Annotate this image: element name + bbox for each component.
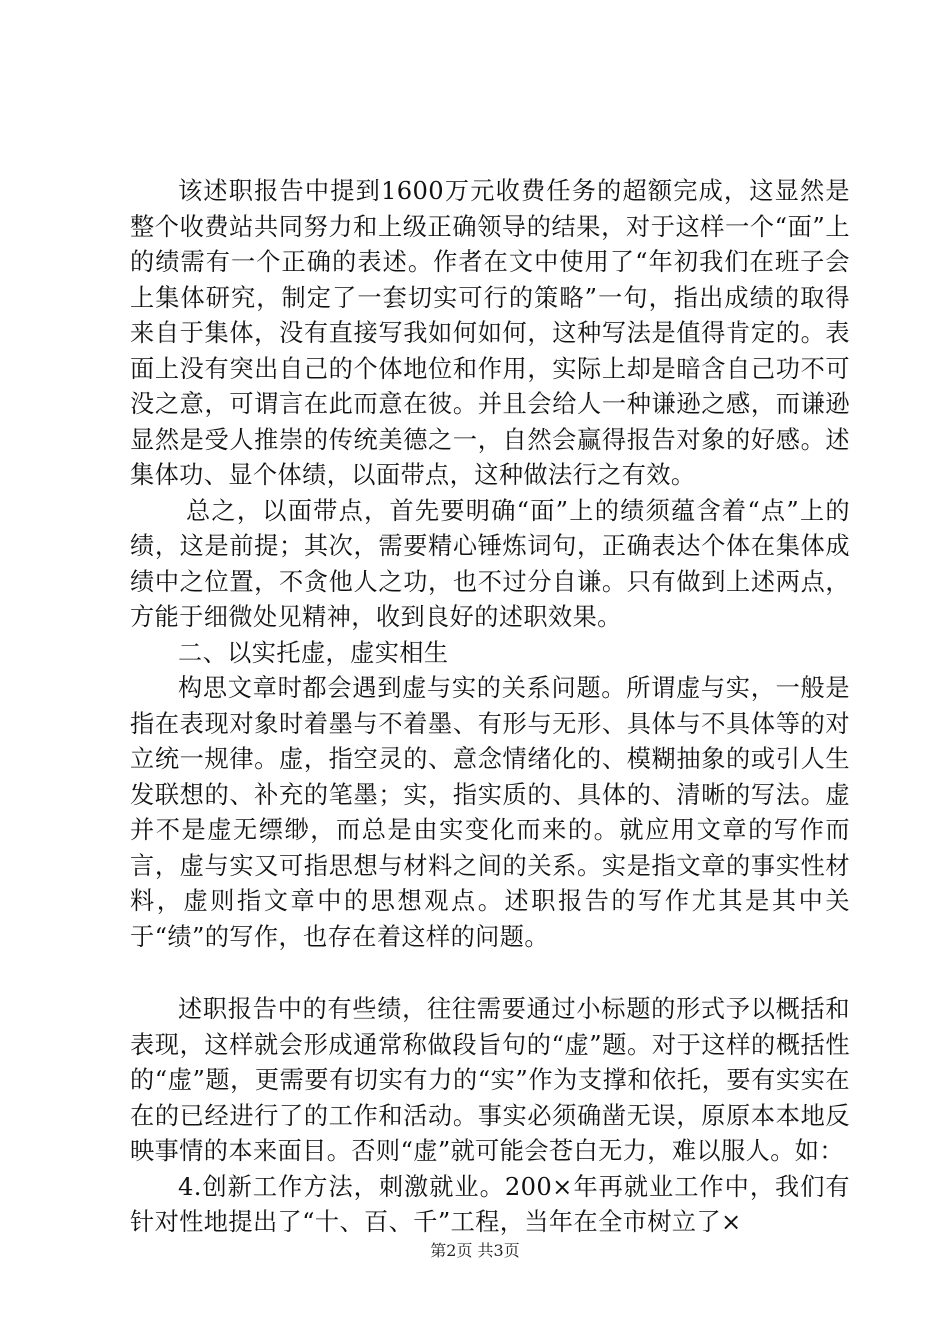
section-heading: 二、以实托虚，虚实相生 — [178, 638, 449, 667]
page-footer: 第2页 共3页 — [430, 1241, 520, 1260]
paragraph-virtual-real: 构思文章时都会遇到虚与实的关系问题。所谓虚与实，一般是指在表现对象时着墨与不着墨、有形与无形、具体与不具体等的对立统一规律。虚，指空灵的、意念情绪化的、模糊抽象的或引人生发联想的、补充的笔墨；实，指实质的、具体的、清晰的写法。虚并不是虚无缥缈，而总是由实变化而来的。就应用文章的写作而言，虚与实又可指思想与材料之间的关系。实是指文章的事实性材料，虚则指文章中的思想观点。述职报告的写作尤其是其中关于“绩”的写作，也存在着这样的问题。 — [130, 674, 850, 951]
document-body — [130, 174, 850, 1241]
paragraph-collective-achievement: 该述职报告中提到1600万元收费任务的超额完成，这显然是整个收费站共同努力和上级正确领导的结果，对于这样一个“面”上的绩需有一个正确的表述。作者在文中使用了“年初我们在班子会上集体研究，制定了一套切实可行的策略”一句，指出成绩的取得来自于集体，没有直接写我如何如何，这种写法是值得肯定的。表面上没有突出自己的个体地位和作用，实际上却是暗含自己功不可没之意，可谓言在此而意在彼。并且会给人一种谦逊之感，而谦逊显然是受人推崇的传统美德之一，自然会赢得报告对象的好感。述集体功、显个体绩，以面带点，这种做法行之有效。 — [130, 177, 850, 489]
paragraph-subheading-support: 述职报告中的有些绩，往往需要通过小标题的形式予以概括和表现，这样就会形成通常称做段旨句的“虚”题。对于这样的概括性的“虚”题，更需要有切实有力的“实”作为支撑和依托，要有实实在在的已经进行了的工作和活动。事实必须确凿无误，原原本本地反映事情的本来面目。否则“虚”就可能会苍白无力，难以服人。如： — [130, 995, 850, 1165]
paragraph-summary: 总之，以面带点，首先要明确“面”上的绩须蕴含着“点”上的绩，这是前提；其次，需要精心锤炼词句，正确表达个体在集体成绩中之位置，不贪他人之功，也不过分自谦。只有做到上述两点，方能于细微处见精神，收到良好的述职效果。 — [130, 496, 850, 631]
paragraph-gap — [130, 955, 850, 992]
paragraph-example: 4.创新工作方法，刺激就业。200×年再就业工作中，我们有针对性地提出了“十、百、千”工程，当年在全市树立了× — [130, 1172, 850, 1236]
